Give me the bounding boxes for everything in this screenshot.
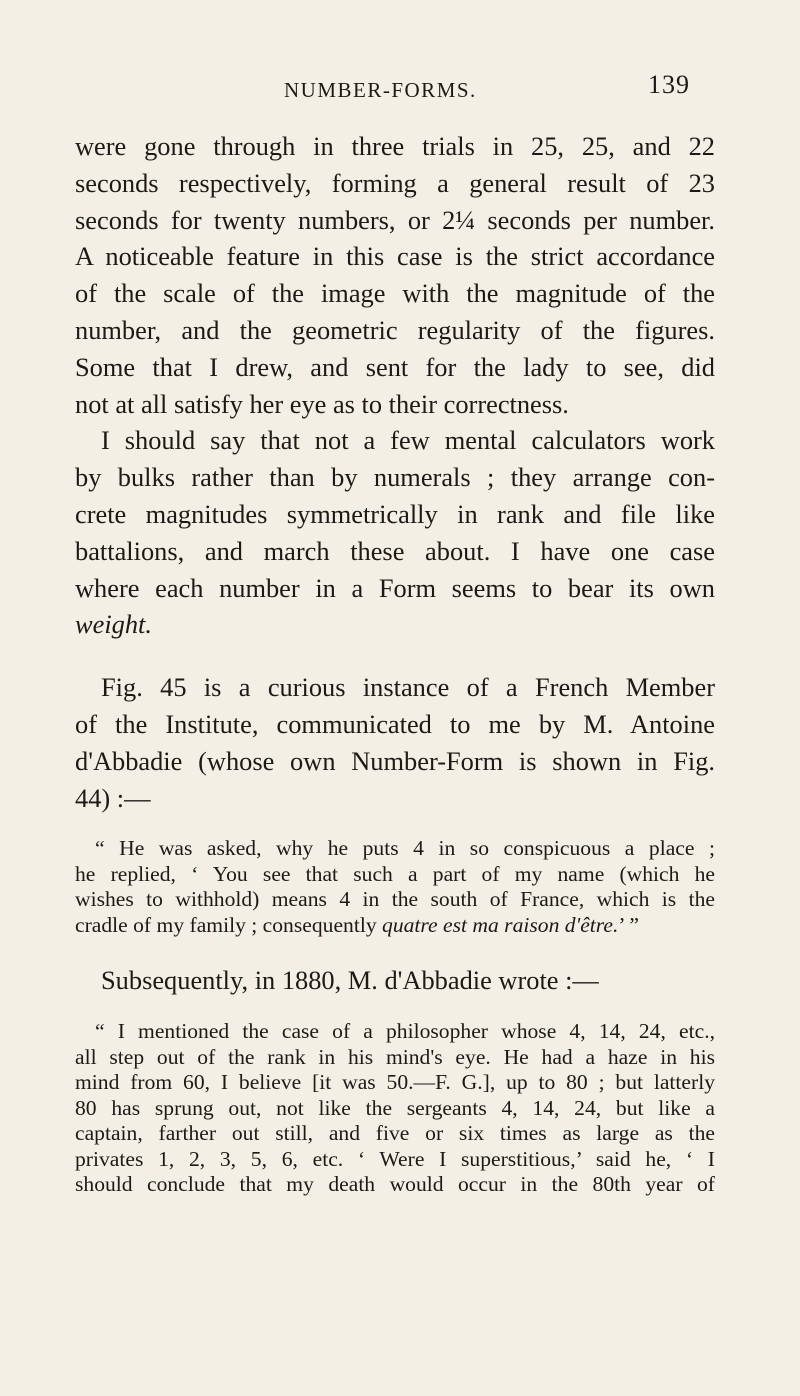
body-text <box>75 128 715 1198</box>
paragraph-2 <box>75 422 715 643</box>
text-line: should conclude that my death would occur in the 80th year of <box>75 1172 715 1197</box>
text-line: crete magnitudes symmetrically in rank and file like <box>75 498 715 529</box>
running-head <box>0 70 800 118</box>
running-title: NUMBER-FORMS. <box>284 78 477 102</box>
text-line: 44) :— <box>75 782 151 813</box>
text-line: of the Institute, communicated to me by M. Antoine <box>75 708 715 739</box>
text-line: 80 has sprung out, not like the sergeants 4, 14, 24, but like a <box>75 1095 715 1120</box>
text-line: where each number in a Form seems to bear its own <box>75 572 715 603</box>
text-line: battalions, and march these about. I have one case <box>75 535 715 566</box>
text-line: he replied, ‘ You see that such a part of my name (which he <box>75 861 715 886</box>
text-line: Subsequently, in 1880, M. d'Abbadie wrote :— <box>101 965 599 996</box>
paragraph-4 <box>75 962 715 999</box>
text-line: were gone through in three trials in 25, 25, and 22 <box>75 131 715 161</box>
text-line: all step out of the rank in his mind's eye. He had a haze in his <box>75 1044 715 1069</box>
paragraph-gap <box>75 816 715 836</box>
text-line: seconds for twenty numbers, or 2¼ seconds per number. <box>75 204 715 235</box>
text-line: A noticeable feature in this case is the strict accordance <box>75 241 715 272</box>
text-line: by bulks rather than by numerals ; they arrange con- <box>75 462 715 493</box>
text-run: cradle of my family ; consequently <box>75 912 377 937</box>
paragraph-gap <box>75 999 715 1019</box>
paragraph-3 <box>75 669 715 816</box>
text-line: not at all satisfy her eye as to their correctness. <box>75 388 569 419</box>
paragraph-1 <box>75 128 715 422</box>
text-line: “ He was asked, why he puts 4 in so conspicuous a place ; <box>95 836 715 861</box>
text-line: number, and the geometric regularity of the figures. <box>75 314 715 345</box>
closing-quote: ’ ” <box>618 912 639 937</box>
text-line: captain, farther out still, and five or six times as large as the <box>75 1121 715 1146</box>
text-line: “ I mentioned the case of a philosopher whose 4, 14, 24, etc., <box>95 1019 715 1044</box>
text-line: of the scale of the image with the magnitude of the <box>75 278 715 309</box>
text-line: wishes to withhold) means 4 in the south of France, which is the <box>75 887 715 912</box>
text-line: d'Abbadie (whose own Number-Form is shown in Fig. <box>75 745 715 776</box>
text-line: I should say that not a few mental calculators work <box>101 425 715 456</box>
text-line: weight. <box>75 609 152 640</box>
page-number: 139 <box>648 70 690 99</box>
paragraph-gap <box>75 643 715 669</box>
text-line: Some that I drew, and sent for the lady to see, did <box>75 351 715 382</box>
quotation-1 <box>75 836 715 938</box>
paragraph-gap <box>75 938 715 962</box>
french-phrase: quatre est ma raison d'être. <box>382 912 619 937</box>
text-line: Fig. 45 is a curious instance of a French Member <box>101 672 715 703</box>
text-line <box>75 913 715 939</box>
quotation-2 <box>75 1019 715 1198</box>
text-line: seconds respectively, forming a general result of 23 <box>75 167 715 198</box>
text-line: mind from 60, I believe [it was 50.—F. G.], up to 80 ; but latterly <box>75 1070 715 1095</box>
text-line: privates 1, 2, 3, 5, 6, etc. ‘ Were I superstitious,’ said he, ‘ I <box>75 1146 715 1171</box>
